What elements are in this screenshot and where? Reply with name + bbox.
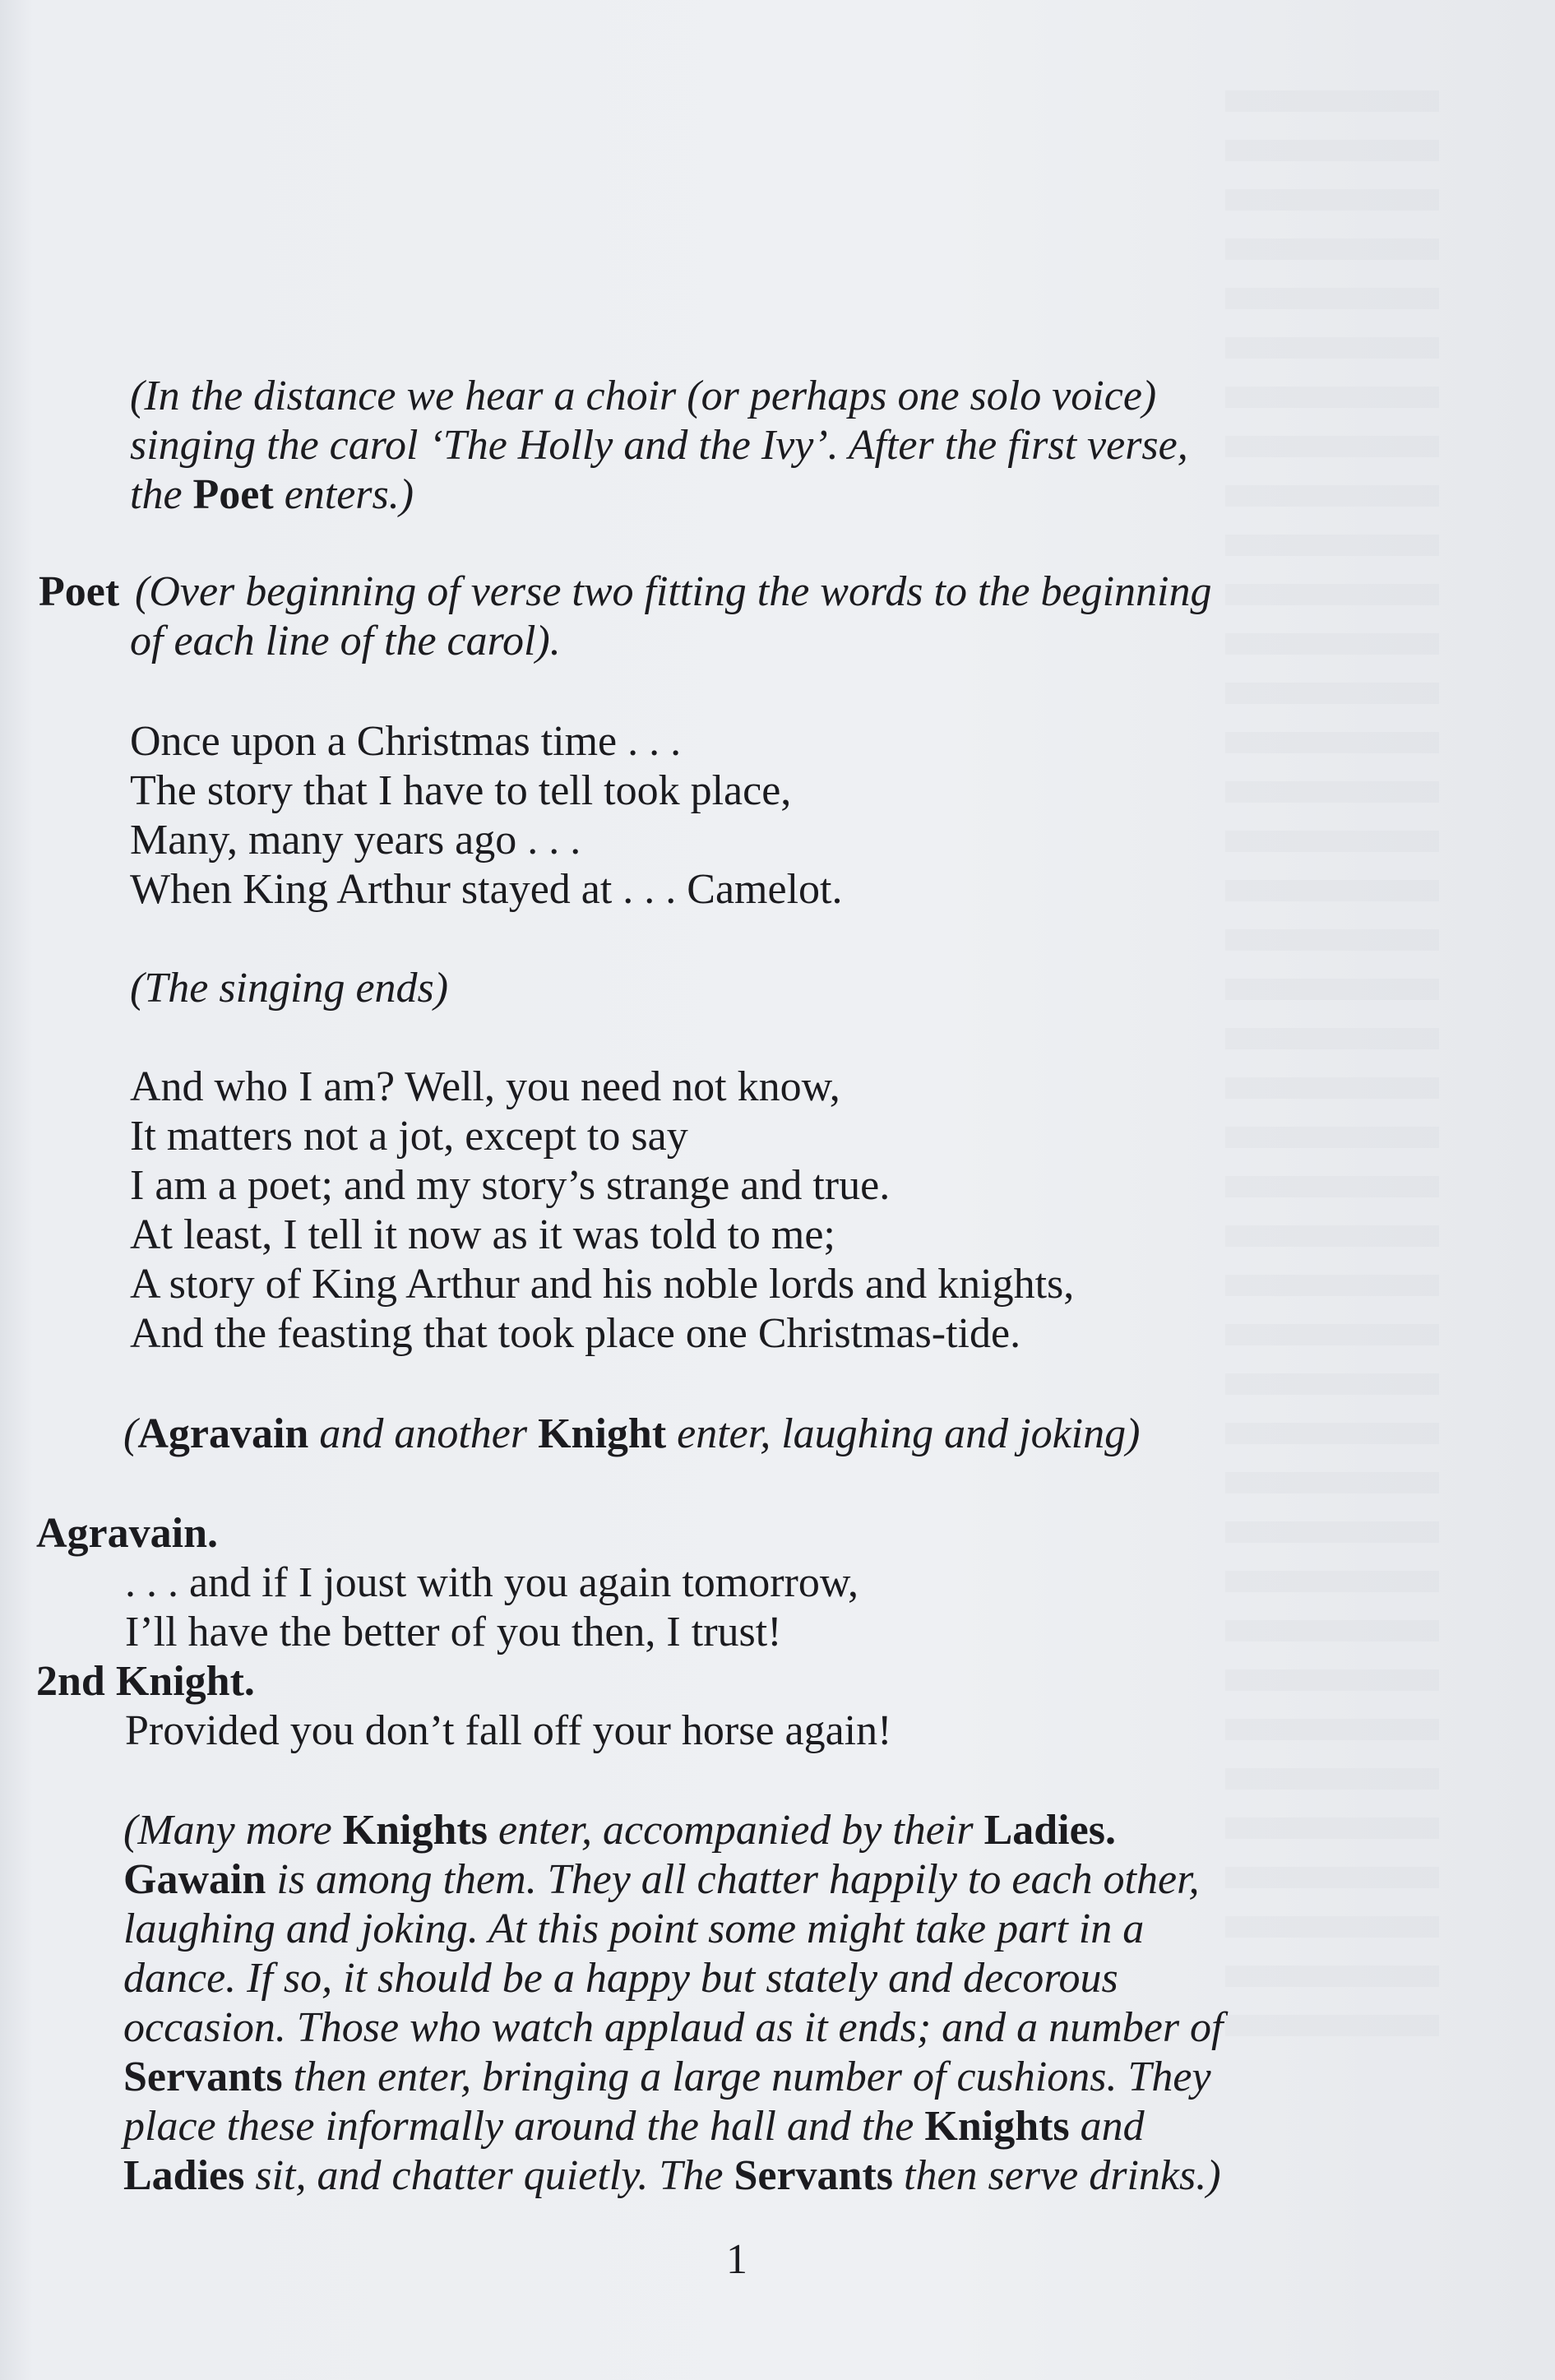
dialogue-line: . . . and if I joust with you again tomorrow, — [125, 1559, 859, 1606]
dialogue-line: I’ll have the better of you then, I trust! — [125, 1609, 782, 1655]
verse-line: The story that I have to tell took place, — [130, 767, 792, 814]
bold-name: Ladies — [123, 2152, 245, 2199]
bold-name: Gawain — [123, 1856, 266, 1903]
text-line: Gawain is among them. They all chatter happily to each other, — [123, 1856, 1200, 1903]
verse-line: And the feasting that took place one Christmas-tide. — [130, 1310, 1021, 1357]
stage-direction: (The singing ends) — [130, 965, 449, 1012]
speaker-name: Agravain. — [36, 1510, 218, 1557]
speaker-name: Poet — [39, 568, 120, 615]
dialogue-line: Provided you don’t fall off your horse again! — [125, 1707, 892, 1754]
page-number: 1 — [726, 2236, 747, 2283]
text-line: Ladies sit, and chatter quietly. The Servants then serve drinks.) — [123, 2152, 1221, 2199]
verse-line: At least, I tell it now as it was told to me; — [130, 1211, 835, 1258]
verse-line: And who I am? Well, you need not know, — [130, 1063, 840, 1110]
text-line: of each line of the carol). — [130, 618, 561, 664]
text-line: occasion. Those who watch applaud as it ends; and a number of — [123, 2004, 1224, 2051]
text-line: singing the carol ‘The Holly and the Ivy’. After the first verse, — [130, 422, 1188, 469]
verse-line: It matters not a jot, except to say — [130, 1113, 688, 1160]
text-line: (In the distance we hear a choir (or perhaps one solo voice) — [130, 373, 1157, 419]
verse-line: Once upon a Christmas time . . . — [130, 718, 682, 765]
bold-name: Servants — [734, 2152, 893, 2199]
text-line: place these informally around the hall and the Knights and — [123, 2103, 1145, 2150]
verse-line: Many, many years ago . . . — [130, 817, 581, 864]
text-line: Servants then enter, bringing a large number of cushions. They — [123, 2054, 1211, 2100]
text-line: dance. If so, it should be a happy but stately and decorous — [123, 1955, 1118, 2002]
speaker-name: 2nd Knight. — [36, 1658, 255, 1705]
text-line: (Over beginning of verse two fitting the words to the beginning — [135, 568, 1212, 615]
bold-name: Agravain — [137, 1410, 309, 1457]
verse-line: When King Arthur stayed at . . . Camelot. — [130, 866, 843, 913]
bold-name: Knights — [342, 1807, 488, 1854]
verse-line: I am a poet; and my story’s strange and true. — [130, 1162, 891, 1209]
bold-name: Poet — [192, 471, 274, 518]
bold-name: Knights — [924, 2103, 1070, 2150]
verse-line: A story of King Arthur and his noble lords and knights, — [130, 1261, 1075, 1308]
bold-name: Ladies. — [983, 1807, 1116, 1854]
bold-name: Servants — [123, 2054, 283, 2100]
text-line: (Many more Knights enter, accompanied by their Ladies. — [123, 1807, 1116, 1854]
stage-direction-agravain-enters: (Agravain and another Knight enter, laughing and joking) — [123, 1410, 1141, 1457]
bleed-through-text — [1225, 90, 1439, 2064]
text-line: laughing and joking. At this point some might take part in a — [123, 1905, 1145, 1952]
text-line: the Poet enters.) — [130, 471, 414, 518]
bold-name: Knight — [538, 1410, 667, 1457]
